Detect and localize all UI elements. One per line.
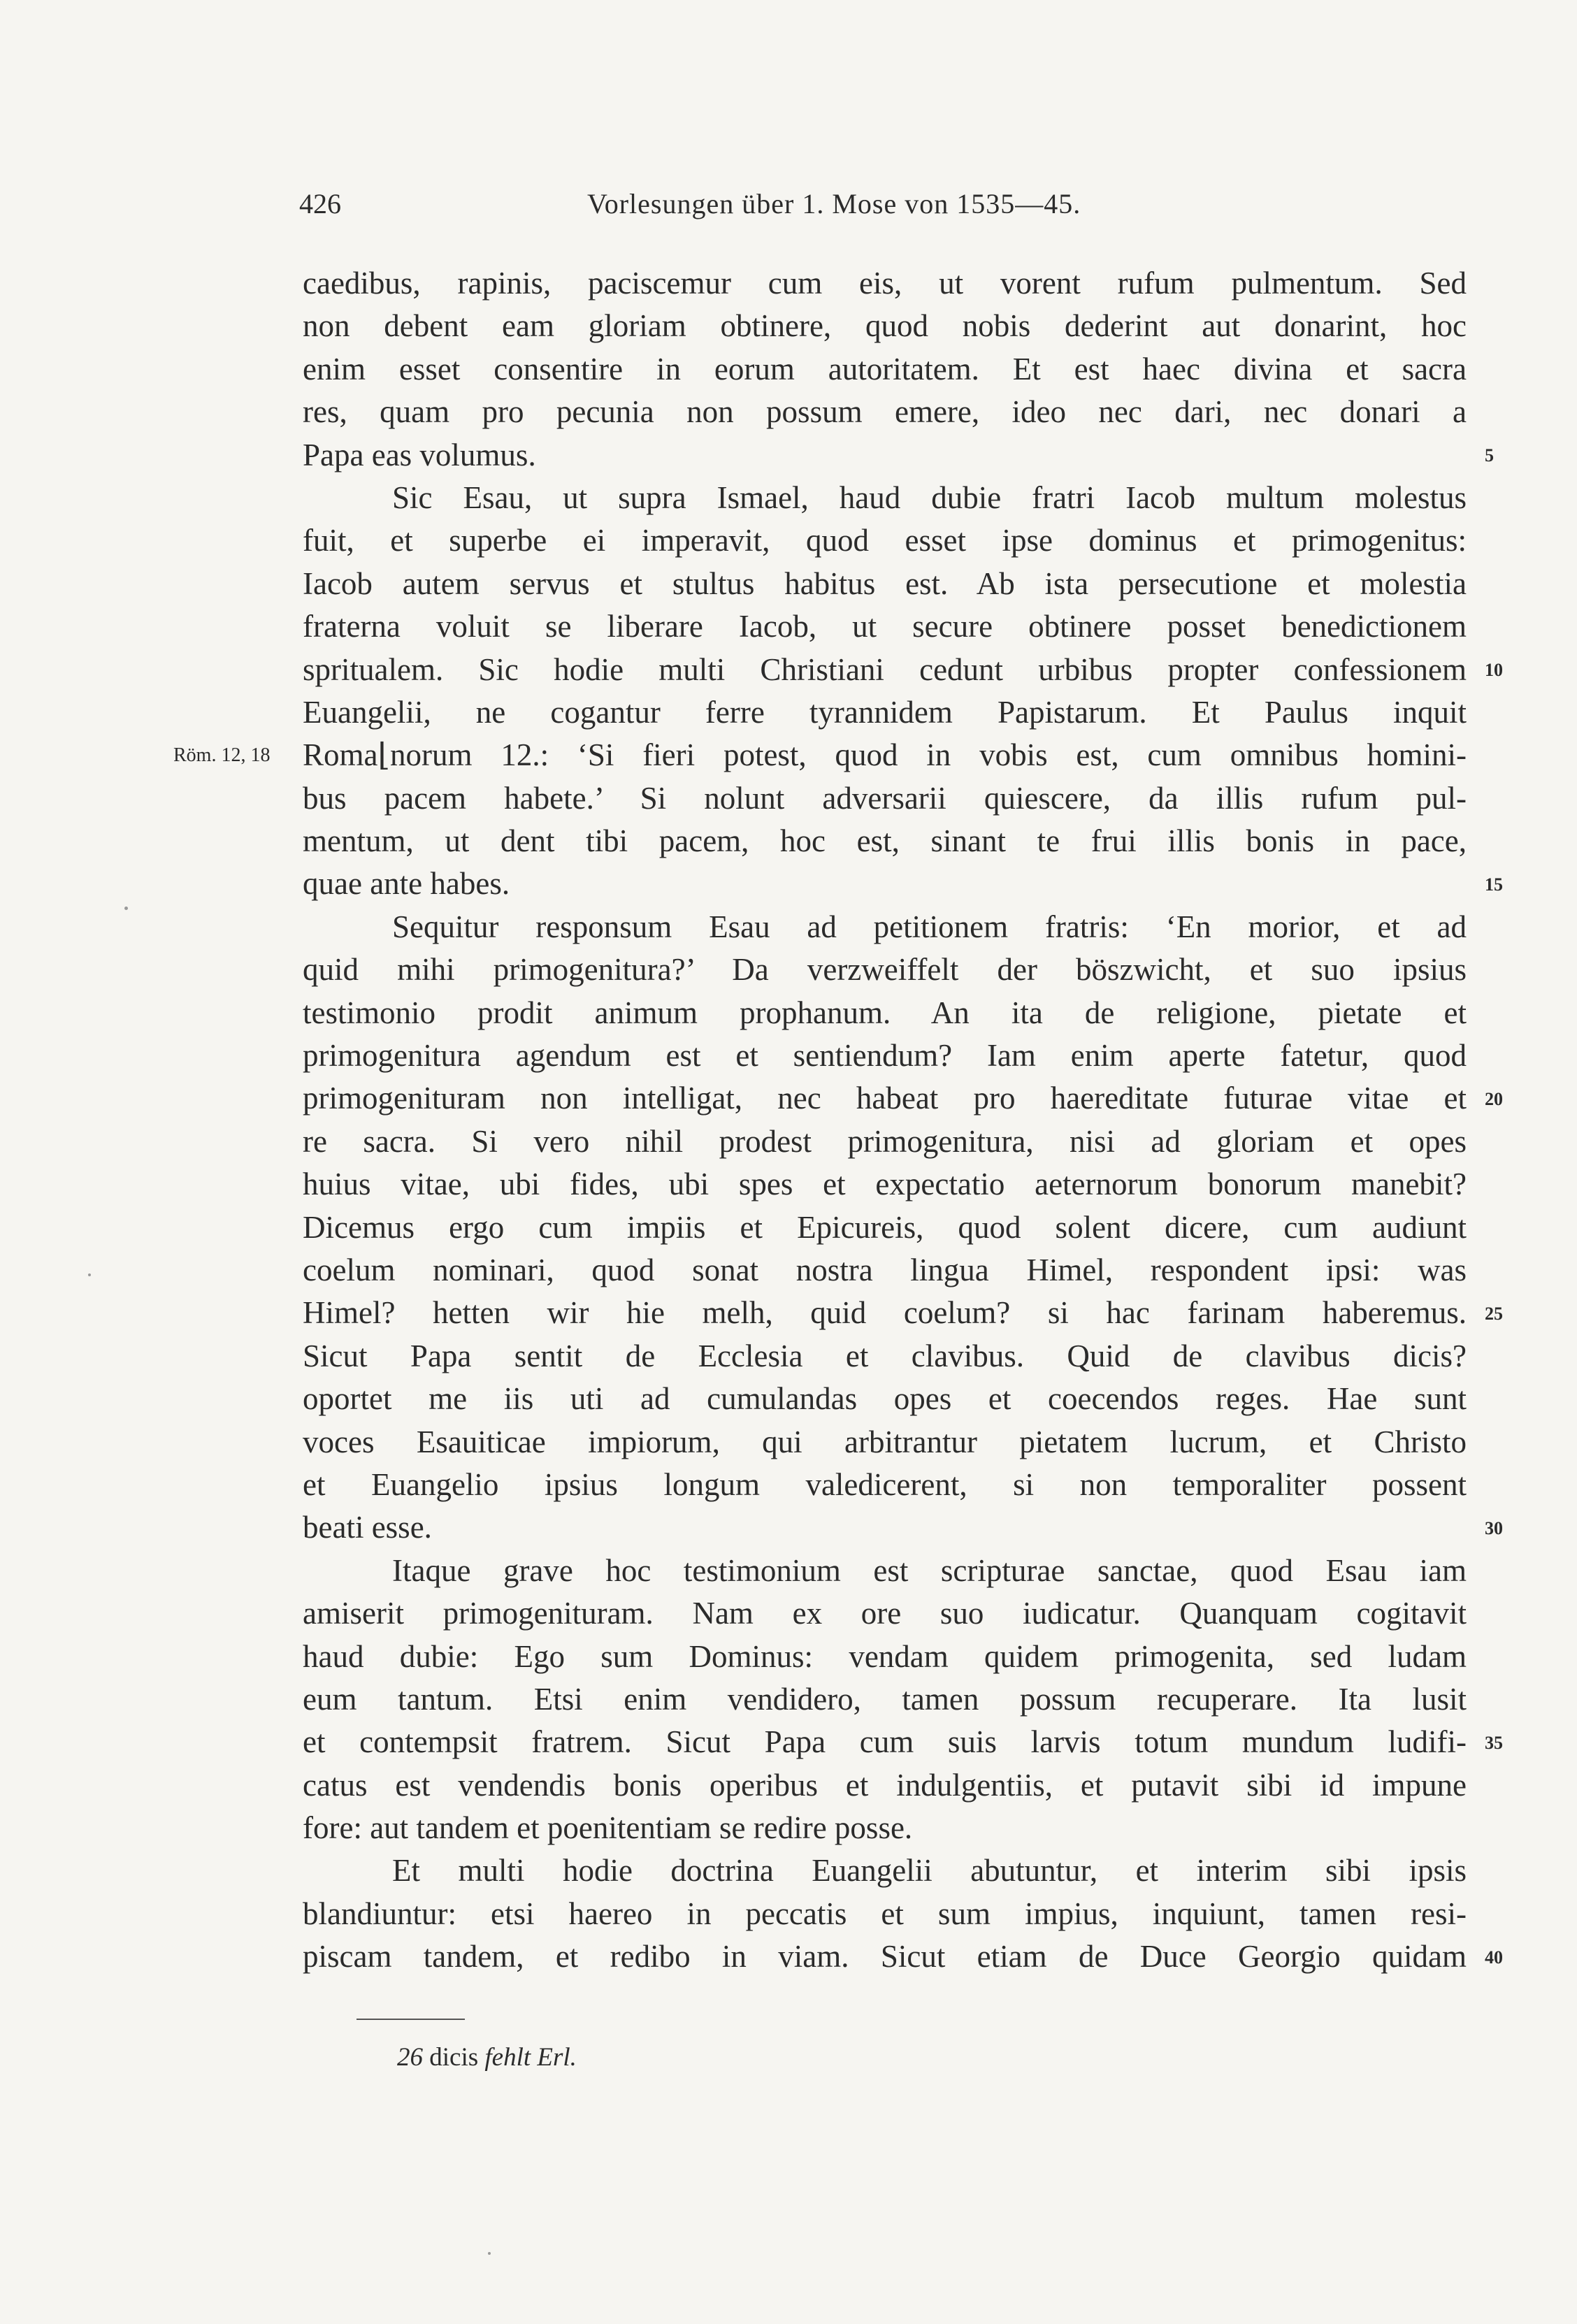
text-line: voces Esauiticae impiorum, qui arbitrantur pietatem lucrum, et Christo [303, 1424, 1467, 1459]
paper-speck [124, 907, 128, 910]
text-line: huius vitae, ubi fides, ubi spes et expectatio aeternorum bonorum manebit? [303, 1167, 1467, 1202]
text-line: blandiuntur: etsi haereo in peccatis et sum impius, inquiunt, tamen resi- [303, 1896, 1467, 1931]
text-line: et contempsit fratrem. Sicut Papa cum suis larvis totum mundum ludifi- [303, 1724, 1467, 1760]
text-line: catus est vendendis bonis operibus et indulgentiis, et putavit sibi id impune [303, 1767, 1467, 1803]
text-line: amiserit primogenituram. Nam ex ore suo iudicatur. Quanquam cogitavit [303, 1596, 1467, 1631]
text-line: piscam tandem, et redibo in viam. Sicut etiam de Duce Georgio quidam [303, 1939, 1467, 1975]
text-line: caedibus, rapinis, paciscemur cum eis, ut vorent rufum pulmentum. Sed [303, 266, 1467, 301]
text-line: quae ante habes. [303, 866, 510, 902]
text-line: fore: aut tandem et poenitentiam se redire posse. [303, 1810, 913, 1846]
text-line: bus pacem habete.’ Si nolunt adversarii quiescere, da illis rufum pul- [303, 780, 1467, 816]
footnote-divider [357, 2019, 465, 2020]
line-number: 20 [1485, 1088, 1503, 1109]
line-number: 5 [1485, 445, 1494, 465]
paper-speck [488, 2252, 491, 2255]
line-number: 35 [1485, 1732, 1503, 1753]
text-line: Euangelii, ne cogantur ferre tyrannidem Papistarum. Et Paulus inquit [303, 694, 1467, 730]
text-line: haud dubie: Ego sum Dominus: vendam quidem primogenita, sed ludam [303, 1638, 1467, 1674]
text-line: primogenitura agendum est et sentiendum? Iam enim aperte fatetur, quod [303, 1038, 1467, 1074]
margin-note: Röm. 12, 18 [173, 744, 271, 766]
text-line: oportet me iis uti ad cumulandas opes et coecendos reges. Hae sunt [303, 1381, 1467, 1417]
text-line: mentum, ut dent tibi pacem, hoc est, sinant te frui illis bonis in pace, [303, 823, 1467, 859]
line-number: 15 [1485, 874, 1503, 895]
text-line: Sic Esau, ut supra Ismael, haud dubie fratri Iacob multum molestus [392, 479, 1467, 515]
text-line: et Euangelio ipsius longum valedicerent, si non temporaliter possent [303, 1466, 1467, 1502]
footnote-note: fehlt Erl. [484, 2043, 577, 2072]
text-line: spritualem. Sic hodie multi Christiani cedunt urbibus propter confessionem [303, 651, 1467, 687]
text-line: Sequitur responsum Esau ad petitionem fratris: ‘En morior, et ad [392, 909, 1467, 944]
line-number: 40 [1485, 1947, 1503, 1968]
text-line: Sicut Papa sentit de Ecclesia et clavibus. Quid de clavibus dicis? [303, 1338, 1467, 1373]
text-line: non debent eam gloriam obtinere, quod nobis dederint aut donarint, hoc [303, 308, 1467, 344]
text-line: testimonio prodit animum prophanum. An ita de religione, pietate et [303, 995, 1467, 1030]
page-number: 426 [299, 188, 341, 219]
footnote-number: 26 [397, 2043, 423, 2072]
text-line: fraterna voluit se liberare Iacob, ut secure obtinere posset benedictionem [303, 609, 1467, 644]
text-line: beati esse. [303, 1510, 432, 1545]
text-line: Dicemus ergo cum impiis et Epicureis, quod solent dicere, cum audiunt [303, 1209, 1467, 1245]
line-number: 10 [1485, 659, 1503, 680]
text-line: res, quam pro pecunia non possum emere, ideo nec dari, nec donari a [303, 394, 1467, 430]
footnote-word: dicis [429, 2043, 479, 2072]
text-line: Itaque grave hoc testimonium est scripturae sanctae, quod Esau iam [392, 1552, 1467, 1588]
text-line: Roma⌊norum 12.: ‘Si fieri potest, quod in vobis est, cum omnibus homini- [303, 737, 1467, 773]
text-line: quid mihi primogenitura?’ Da verzweiffelt der böszwicht, et suo ipsius [303, 952, 1467, 988]
text-line: enim esset consentire in eorum autoritatem. Et est haec divina et sacra [303, 351, 1467, 387]
line-number: 30 [1485, 1517, 1503, 1538]
text-line: re sacra. Si vero nihil prodest primogenitura, nisi ad gloriam et opes [303, 1123, 1467, 1159]
text-line: fuit, et superbe ei imperavit, quod esset ipse dominus et primogenitus: [303, 523, 1467, 558]
page-header [299, 187, 1467, 236]
paper-speck [88, 1273, 91, 1276]
line-number: 25 [1485, 1303, 1503, 1324]
running-title: Vorlesungen über 1. Mose von 1535—45. [587, 188, 1081, 219]
footnote [397, 2042, 577, 2072]
text-line: Himel? hetten wir hie melh, quid coelum? si hac farinam haberemus. [303, 1295, 1467, 1331]
text-line: eum tantum. Etsi enim vendidero, tamen possum recuperare. Ita lusit [303, 1681, 1467, 1717]
text-line: coelum nominari, quod sonat nostra lingua Himel, respondent ipsi: was [303, 1252, 1467, 1287]
text-line: Et multi hodie doctrina Euangelii abutuntur, et interim sibi ipsis [392, 1853, 1467, 1889]
text-line: Iacob autem servus et stultus habitus est. Ab ista persecutione et molestia [303, 565, 1467, 601]
main-text [303, 262, 1467, 1979]
text-line: primogenituram non intelligat, nec habeat pro haereditate futurae vitae et [303, 1081, 1467, 1116]
text-line: Papa eas volumus. [303, 437, 536, 472]
